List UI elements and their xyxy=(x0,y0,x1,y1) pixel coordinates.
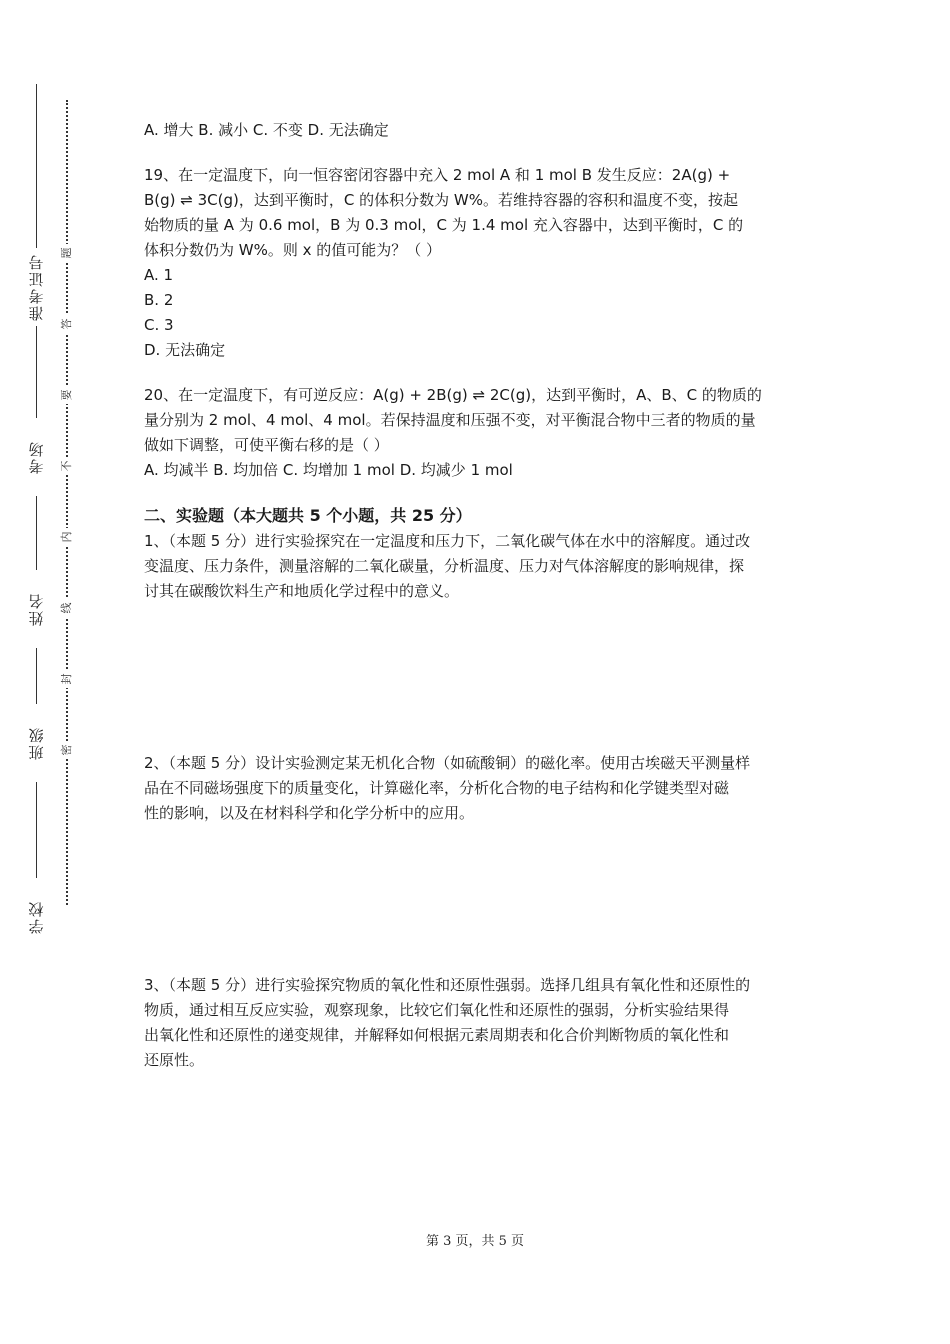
page-content xyxy=(144,118,814,1073)
question-18-options: A. 增大 B. 减小 C. 不变 D. 无法确定 xyxy=(144,121,389,139)
class-label: 班级 xyxy=(24,704,48,782)
experiment-3-line: 3、（本题 5 分）进行实验探究物质的氧化性和还原性强弱。选择几组具有氧化性和还原性的 xyxy=(144,976,751,994)
question-19-option-d: D. 无法确定 xyxy=(144,341,226,359)
question-20-options: A. 均减半 B. 均加倍 C. 均增加 1 mol D. 均减少 1 mol xyxy=(144,461,513,479)
question-19-line: 体积分数仍为 W%。则 x 的值可能为？（ ） xyxy=(144,241,442,259)
seal-char: 不 xyxy=(58,457,76,475)
question-19-option-a: A. 1 xyxy=(144,266,174,284)
question-19 xyxy=(144,163,814,363)
answer-space xyxy=(144,604,814,751)
experiment-1-line: 变温度、压力条件，测量溶解的二氧化碳量，分析温度、压力对气体溶解度的影响规律，探 xyxy=(144,557,745,575)
seal-dotted-line xyxy=(66,100,68,905)
question-19-line: B(g) ⇌ 3C(g)，达到平衡时，C 的体积分数为 W%。若维持容器的容积和温度不变，按起 xyxy=(144,191,738,209)
answer-space xyxy=(144,826,814,973)
question-19-option-b: B. 2 xyxy=(144,291,174,309)
seal-char: 要 xyxy=(58,386,76,404)
question-18-options-block xyxy=(144,118,814,143)
name-label: 姓名 xyxy=(24,570,48,648)
experiment-3-line: 物质，通过相互反应实验，观察现象，比较它们氧化性和还原性的强弱，分析实验结果得 xyxy=(144,1001,730,1019)
seal-char: 封 xyxy=(58,670,76,688)
binding-line xyxy=(36,84,37,924)
school-label: 学校 xyxy=(24,878,48,956)
page-footer: 第 3 页，共 5 页 xyxy=(425,1234,525,1249)
experiment-1 xyxy=(144,529,814,604)
experiment-3-line: 出氧化性和还原性的递变规律，并解释如何根据元素周期表和化合价判断物质的氧化性和 xyxy=(144,1026,730,1044)
question-20-line: 做如下调整，可使平衡右移的是（ ） xyxy=(144,436,389,454)
seal-char: 题 xyxy=(58,244,76,262)
experiment-2 xyxy=(144,751,814,826)
experiment-1-line: 1、（本题 5 分）进行实验探究在一定温度和压力下，二氧化碳气体在水中的溶解度。通过改 xyxy=(144,532,751,550)
question-20-line: 20、在一定温度下，有可逆反应：A(g) + 2B(g) ⇌ 2C(g)，达到平衡时，A、B、C 的物质的 xyxy=(144,386,762,404)
question-20 xyxy=(144,383,814,483)
exam-number-label: 准考证号 xyxy=(24,248,48,326)
experiment-3-line: 还原性。 xyxy=(144,1051,205,1069)
experiment-2-line: 性的影响，以及在材料科学和化学分析中的应用。 xyxy=(144,804,475,822)
seal-char: 内 xyxy=(58,528,76,546)
exam-room-label: 考场 xyxy=(24,418,48,496)
seal-char: 线 xyxy=(58,599,76,617)
question-19-option-c: C. 3 xyxy=(144,316,174,334)
question-20-line: 量分别为 2 mol、4 mol、4 mol。若保持温度和压强不变，对平衡混合物中三者的物质的量 xyxy=(144,411,756,429)
question-19-line: 19、在一定温度下，向一恒容密闭容器中充入 2 mol A 和 1 mol B 发生反应：2A(g) + xyxy=(144,166,731,184)
experiment-2-line: 品在不同磁场强度下的质量变化，计算磁化率，分析化合物的电子结构和化学键类型对磁 xyxy=(144,779,730,797)
section-2-title: 二、实验题（本大题共 5 个小题，共 25 分） xyxy=(144,506,472,525)
seal-char: 答 xyxy=(58,315,76,333)
question-19-line: 始物质的量 A 为 0.6 mol，B 为 0.3 mol，C 为 1.4 mol 充入容器中，达到平衡时，C 的 xyxy=(144,216,744,234)
seal-char: 密 xyxy=(58,741,76,759)
experiment-3 xyxy=(144,973,814,1073)
experiment-2-line: 2、（本题 5 分）设计实验测定某无机化合物（如硫酸铜）的磁化率。使用古埃磁天平测量样 xyxy=(144,754,751,772)
experiment-1-line: 讨其在碳酸饮料生产和地质化学过程中的意义。 xyxy=(144,582,460,600)
